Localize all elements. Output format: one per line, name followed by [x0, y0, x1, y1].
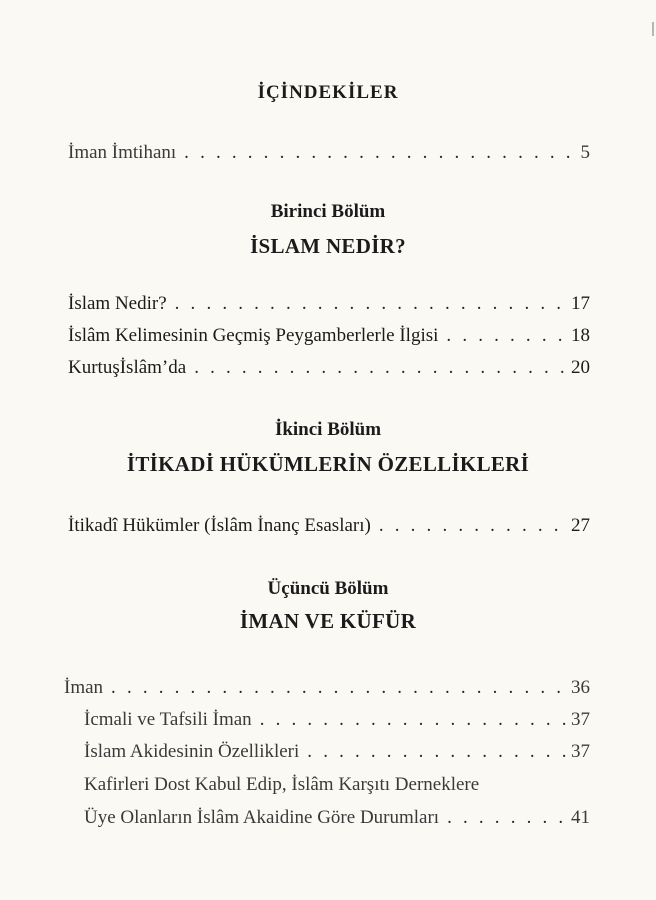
toc-entry-page: 37 [571, 709, 590, 730]
page-edge-mark [652, 22, 654, 36]
dot-leader [447, 806, 567, 830]
toc-entry-intro[interactable] [68, 141, 590, 165]
toc-entry-page: 41 [571, 807, 590, 828]
toc-entry-page: 17 [571, 293, 590, 314]
toc-entry[interactable] [68, 292, 590, 316]
toc-entry[interactable] [84, 806, 590, 830]
section-2-label: İkinci Bölüm [274, 419, 382, 440]
section-3-title: İMAN VE KÜFÜR [239, 609, 417, 633]
toc-entry[interactable] [84, 708, 590, 732]
dot-leader [379, 514, 567, 538]
toc-entry-label: İslam Nedir? [68, 293, 167, 314]
toc-entry[interactable] [84, 740, 590, 764]
section-1-label: Birinci Bölüm [270, 201, 386, 222]
toc-entry-label: İslam Akidesinin Özellikleri [84, 741, 300, 762]
toc-entry-page: 20 [571, 357, 590, 378]
dot-leader [175, 292, 567, 316]
toc-entry-label-line2: Üye Olanların İslâm Akaidine Göre Durumları [84, 807, 440, 828]
dot-leader [307, 740, 567, 764]
toc-title: İÇİNDEKİLER [257, 82, 399, 103]
toc-entry[interactable] [64, 676, 590, 700]
toc-entry-label: İslâm Kelimesinin Geçmiş Peygamberlerle İlgisi [68, 325, 439, 346]
toc-entry-label: İcmali ve Tafsili İman [84, 709, 252, 730]
toc-entry[interactable] [68, 324, 590, 348]
toc-entry[interactable] [68, 514, 590, 538]
toc-entry-label: İman [64, 677, 104, 698]
dot-leader [194, 356, 567, 380]
dot-leader [446, 324, 567, 348]
section-3-label: Üçüncü Bölüm [267, 578, 389, 599]
toc-entry-page: 18 [571, 325, 590, 346]
section-2-title: İTİKADİ HÜKÜMLERİN ÖZELLİKLERİ [126, 452, 530, 476]
toc-entry-label: İtikadî Hükümler (İslâm İnanç Esasları) [68, 515, 371, 536]
dot-leader [111, 676, 567, 700]
toc-entry-page: 5 [580, 142, 590, 163]
dot-leader [260, 708, 567, 732]
toc-entry-page: 37 [571, 741, 590, 762]
toc-entry-label: Kurtuşİslâm’da [68, 357, 187, 378]
toc-entry-page: 27 [571, 515, 590, 536]
toc-entry-label-line1[interactable]: Kafirleri Dost Kabul Edip, İslâm Karşıtı Derneklere [84, 774, 480, 795]
toc-entry-page: 36 [571, 677, 590, 698]
section-1-title: İSLAM NEDİR? [250, 234, 406, 258]
dot-leader [184, 141, 576, 165]
toc-entry-label: İman İmtihanı [68, 142, 177, 163]
toc-entry[interactable] [68, 356, 590, 380]
